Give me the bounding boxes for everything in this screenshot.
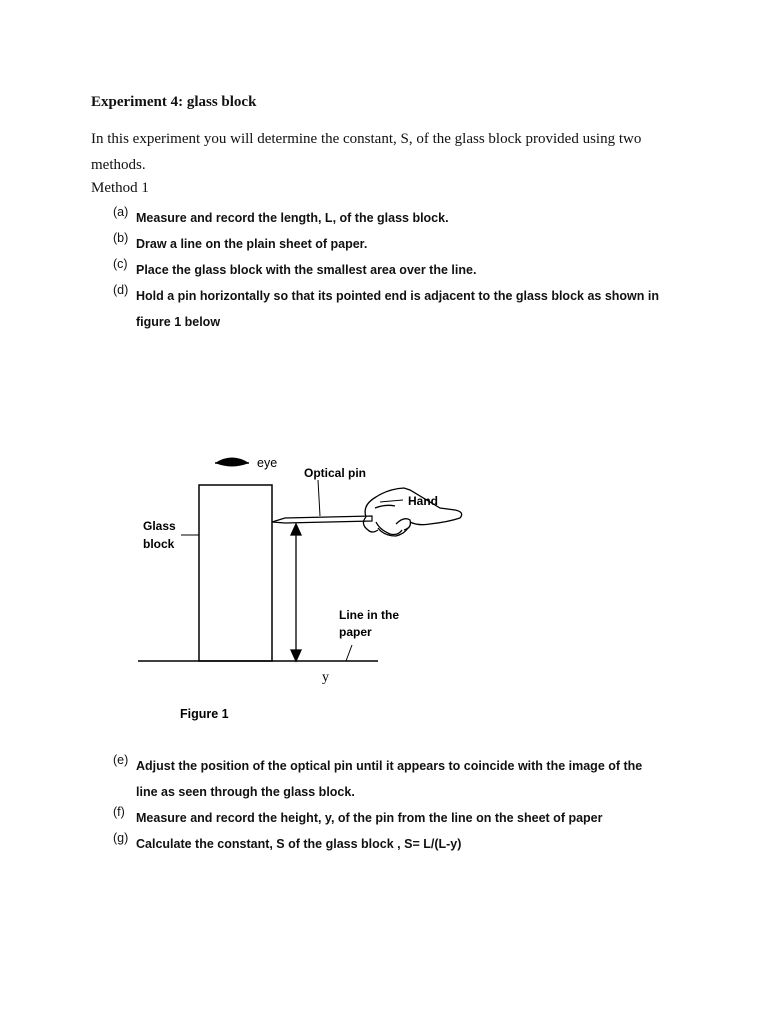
step-f bbox=[113, 805, 673, 831]
glass-block-label: Glass bbox=[143, 519, 176, 533]
step-label: (d) bbox=[113, 283, 129, 297]
optical-pin-label: Optical pin bbox=[304, 466, 367, 480]
paper-line-leader bbox=[346, 645, 352, 661]
step-label: (e) bbox=[113, 753, 129, 767]
step-text: Measure and record the length, L, of the glass block. bbox=[136, 211, 449, 225]
experiment-title: Experiment 4: glass block bbox=[91, 94, 257, 110]
step-text: Measure and record the height, y, of the pin from the line on the sheet of paper bbox=[136, 811, 603, 825]
figure-caption: Figure 1 bbox=[180, 707, 229, 721]
step-label: (f) bbox=[113, 805, 125, 819]
optical-pin-shape bbox=[272, 516, 372, 523]
step-label: (b) bbox=[113, 231, 129, 245]
optical-pin-leader bbox=[318, 480, 320, 516]
height-y-label: y bbox=[322, 670, 329, 685]
line-in-paper-label-2: paper bbox=[339, 625, 372, 639]
intro-paragraph: In this experiment you will determine the constant, S, of the glass block provided using two methods. bbox=[91, 131, 642, 173]
method-heading: Method 1 bbox=[91, 180, 149, 196]
step-g bbox=[113, 831, 673, 857]
line-in-paper-label: Line in the bbox=[339, 608, 399, 622]
step-e bbox=[113, 753, 673, 805]
step-text: Draw a line on the plain sheet of paper. bbox=[136, 237, 368, 251]
glass-block-shape bbox=[199, 485, 272, 661]
step-label: (c) bbox=[113, 257, 128, 271]
step-text: Place the glass block with the smallest area over the line. bbox=[136, 263, 477, 277]
hand-label: Hand bbox=[408, 494, 438, 508]
eye-label: eye bbox=[257, 456, 278, 470]
step-text: Calculate the constant, S of the glass block , S= L/(L-y) bbox=[136, 837, 462, 851]
step-label: (a) bbox=[113, 205, 129, 219]
eye-icon bbox=[215, 458, 249, 467]
step-text: Hold a pin horizontally so that its pointed end is adjacent to the glass block as shown in figure 1 below bbox=[136, 289, 659, 329]
height-arrow bbox=[291, 524, 301, 661]
hand-leader bbox=[380, 500, 403, 502]
step-text: Adjust the position of the optical pin until it appears to coincide with the image of the line as seen through the glass block. bbox=[136, 759, 643, 799]
step-label: (g) bbox=[113, 831, 129, 845]
glass-block-label-2: block bbox=[143, 537, 175, 551]
